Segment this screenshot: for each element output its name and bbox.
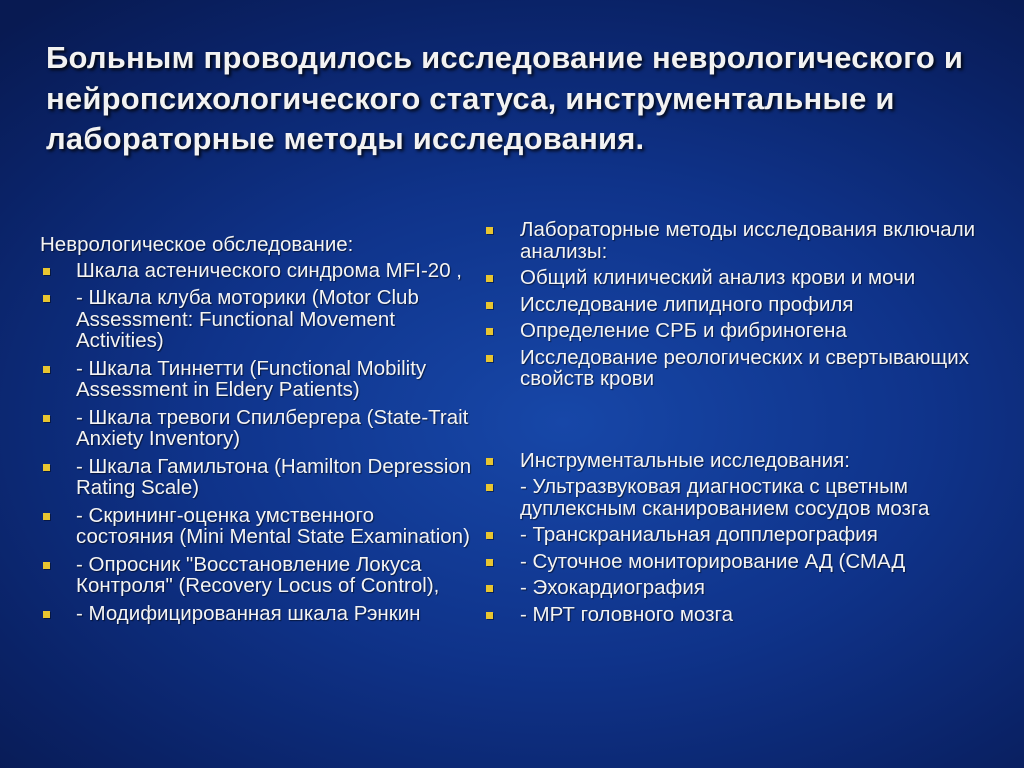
bullet-square-icon: [486, 227, 493, 234]
list-item-text: - Шкала клуба моторики (Motor Club Assessment: Functional Movement Activities): [76, 286, 419, 352]
bullet-square-icon: [43, 562, 50, 569]
list-item: [40, 505, 472, 548]
list-item-text: - Ультразвуковая диагностика с цветным дуплексным сканированием сосудов мозга: [520, 475, 930, 520]
list-item: [40, 407, 472, 450]
list-item-text: - МРТ головного мозга: [520, 602, 733, 626]
list-item-text: - Скрининг-оценка умственного состояния (Mini Mental State Examination): [76, 503, 470, 548]
list-item: [483, 320, 983, 342]
bullet-square-icon: [43, 464, 50, 471]
list-item: [483, 577, 983, 599]
list-item-text: - Опросник "Восстановление Локуса Контроля" (Recovery Locus of Control),: [76, 552, 440, 597]
list-item: [40, 287, 472, 352]
bullet-square-icon: [486, 484, 493, 491]
bullet-square-icon: [43, 415, 50, 422]
list-item: [483, 524, 983, 546]
bullet-square-icon: [486, 302, 493, 309]
list-item: [40, 260, 472, 282]
bullet-square-icon: [486, 275, 493, 282]
slide-title: Больным проводилось исследование неврологического и нейропсихологического статуса, инструментальные и лабораторные методы исследования.: [46, 40, 964, 156]
spacer: [483, 395, 983, 450]
list-item: [483, 476, 983, 519]
bullet-square-icon: [486, 328, 493, 335]
bullet-square-icon: [43, 366, 50, 373]
right-column: [483, 219, 983, 630]
list-item: [483, 294, 983, 316]
lab-methods-list: [483, 219, 983, 390]
list-item-text: Лабораторные методы исследования включали анализы:: [520, 218, 976, 263]
list-item: [483, 604, 983, 626]
list-item-text: Инструментальные исследования:: [520, 448, 850, 472]
list-item-text: - Шкала Тиннетти (Functional Mobility Assessment in Eldery Patients): [76, 356, 427, 401]
instrumental-methods-list: [483, 450, 983, 626]
bullet-square-icon: [43, 513, 50, 520]
bullet-square-icon: [486, 559, 493, 566]
neuro-exam-list: [40, 260, 472, 625]
list-item: [483, 267, 983, 289]
list-item: [40, 456, 472, 499]
bullet-square-icon: [486, 355, 493, 362]
list-item-text: - Шкала тревоги Спилбергера (State-Trait Anxiety Inventory): [76, 405, 469, 450]
bullet-square-icon: [486, 458, 493, 465]
list-item-text: - Модифицированная шкала Рэнкин: [76, 601, 421, 625]
list-item: [40, 603, 472, 625]
bullet-square-icon: [486, 585, 493, 592]
list-item: [483, 347, 983, 390]
list-item: [483, 551, 983, 573]
list-item-text: Исследование реологических и свертывающих свойств крови: [520, 345, 969, 390]
bullet-square-icon: [43, 295, 50, 302]
list-item-text: Исследование липидного профиля: [520, 292, 854, 316]
list-item: [40, 554, 472, 597]
list-item: [483, 219, 983, 262]
left-column: [40, 234, 472, 630]
bullet-square-icon: [43, 268, 50, 275]
list-item-text: - Шкала Гамильтона (Hamilton Depression Rating Scale): [76, 454, 472, 499]
list-item-text: Определение СРБ и фибриногена: [520, 319, 847, 342]
list-item-text: Общий клинический анализ крови и мочи: [520, 266, 916, 289]
list-item-text: - Эхокардиография: [520, 576, 705, 599]
bullet-square-icon: [486, 532, 493, 539]
neuro-exam-heading: Неврологическое обследование:: [40, 233, 354, 256]
list-item: [40, 358, 472, 401]
list-item-text: - Суточное мониторирование АД (СМАД: [520, 549, 906, 573]
list-item: [483, 450, 983, 472]
bullet-square-icon: [486, 612, 493, 619]
bullet-square-icon: [43, 611, 50, 618]
list-item-text: Шкала астенического синдрома MFI-20 ,: [76, 258, 462, 282]
list-item-text: - Транскраниальная допплерография: [520, 523, 878, 546]
